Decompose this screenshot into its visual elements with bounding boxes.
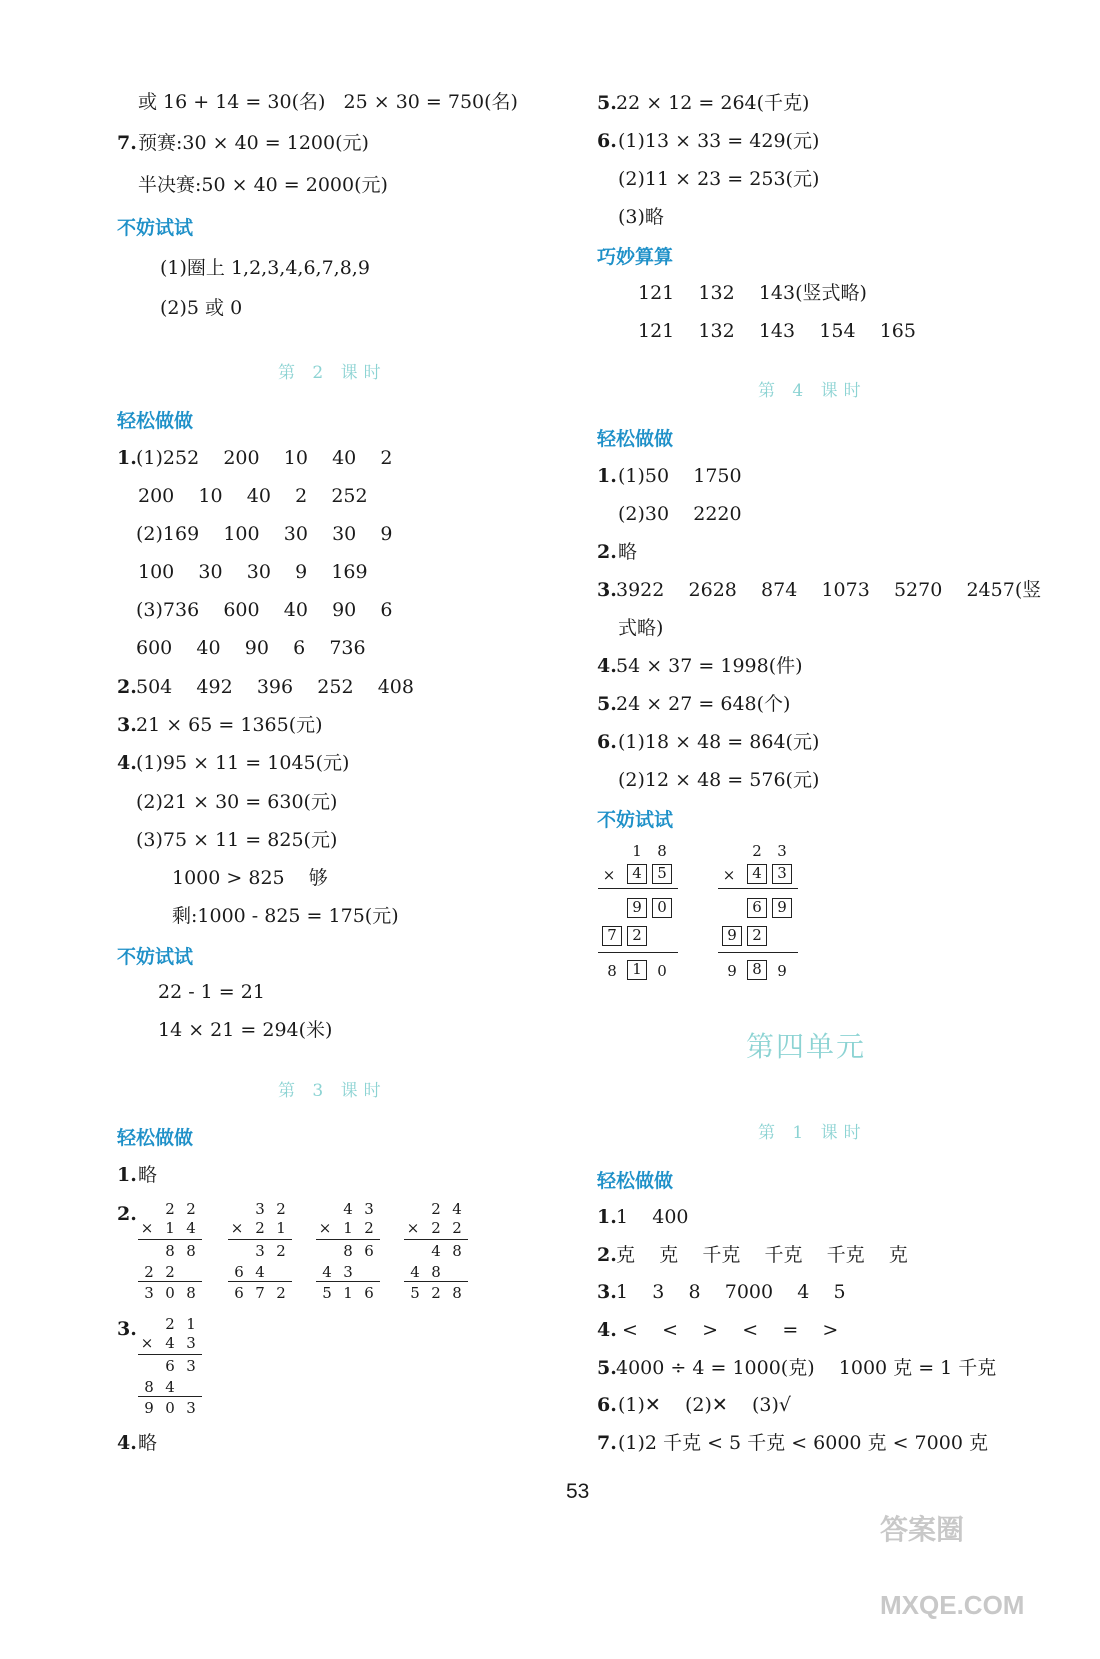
calc-digit: 6 <box>364 1242 374 1260</box>
puzzle-digit: 9 <box>727 962 737 980</box>
section-heading-try: 不妨试试 <box>597 809 674 831</box>
answer-box: 3 <box>772 864 792 884</box>
answer-box: 9 <box>627 898 647 918</box>
item-number: 4. <box>597 655 617 677</box>
line-l16: (3)75 × 11 = 825(元) <box>136 829 338 851</box>
calc-digit: 0 <box>165 1399 175 1417</box>
calc-rule <box>228 1239 292 1240</box>
answer-box: 4 <box>747 864 767 884</box>
line-r14: (1)18 × 48 = 864(元) <box>618 731 820 753</box>
calc-rule <box>404 1239 468 1240</box>
item-number: 1. <box>117 1164 137 1186</box>
line-l06: (1)252 200 10 40 2 <box>136 447 393 469</box>
calc-rule <box>404 1281 468 1282</box>
item-number: 6. <box>597 731 617 753</box>
puzzle-rule <box>598 888 678 889</box>
calc-digit: 6 <box>165 1357 175 1375</box>
calc-digit: 1 <box>186 1315 196 1333</box>
line-l01: 或 16 + 14 = 30(名) 25 × 30 = 750(名) <box>138 91 518 113</box>
line-r04: (3)略 <box>618 206 664 228</box>
line-l18: 剩:1000 - 825 = 175(元) <box>172 905 399 927</box>
times-sign: × <box>602 866 616 884</box>
calc-digit: 4 <box>186 1219 196 1237</box>
line-r17: 克 克 千克 千克 千克 克 <box>616 1244 908 1266</box>
calc-digit: 2 <box>276 1200 286 1218</box>
times-sign: × <box>722 866 736 884</box>
calc-digit: 8 <box>165 1242 175 1260</box>
item-number: 1. <box>117 447 137 469</box>
calc-digit: 2 <box>364 1219 374 1237</box>
calc-rule <box>316 1281 380 1282</box>
calc-digit: 8 <box>186 1242 196 1260</box>
times-sign: × <box>406 1219 420 1237</box>
calc-digit: 3 <box>255 1242 265 1260</box>
item-number: 6. <box>597 1394 617 1416</box>
answer-box: 7 <box>602 926 622 946</box>
line-r03: (2)11 × 23 = 253(元) <box>618 168 820 190</box>
puzzle-rule <box>718 952 798 953</box>
calc-rule <box>138 1354 202 1355</box>
section-heading-try: 不妨试试 <box>117 217 194 239</box>
times-sign: × <box>140 1219 154 1237</box>
watermark-logo: 答案圈 <box>880 1514 965 1545</box>
calc-digit: 4 <box>165 1334 175 1352</box>
calc-rule <box>138 1396 202 1397</box>
item-number: 6. <box>597 130 617 152</box>
line-r16: 1 400 <box>616 1206 689 1228</box>
item-number: 2. <box>117 1203 137 1225</box>
item-number: 3. <box>597 1281 617 1303</box>
line-r06: 121 132 143 154 165 <box>638 320 916 342</box>
line-l03: 半决赛:50 × 40 = 2000(元) <box>138 174 388 196</box>
puzzle-digit: 8 <box>607 962 617 980</box>
puzzle-digit: 2 <box>752 842 762 860</box>
calc-digit: 6 <box>234 1263 244 1281</box>
item-number: 2. <box>117 676 137 698</box>
section-heading-easy: 轻松做做 <box>117 1127 194 1149</box>
answer-box: 6 <box>747 898 767 918</box>
calc-digit: 0 <box>165 1284 175 1302</box>
answer-box: 4 <box>627 864 647 884</box>
item-number: 3. <box>117 714 137 736</box>
calc-digit: 4 <box>452 1200 462 1218</box>
line-l13: 21 × 65 = 1365(元) <box>136 714 323 736</box>
calc-digit: 8 <box>144 1378 154 1396</box>
item-number: 3. <box>597 579 617 601</box>
line-r12: 54 × 37 = 1998(件) <box>616 655 803 677</box>
lesson-title-2: 第 2 课时 <box>278 363 387 383</box>
puzzle-digit: 9 <box>777 962 787 980</box>
calc-digit: 3 <box>186 1357 196 1375</box>
calc-digit: 2 <box>255 1219 265 1237</box>
line-l19: 22 - 1 = 21 <box>158 981 265 1003</box>
line-l20: 14 × 21 = 294(米) <box>158 1019 333 1041</box>
times-sign: × <box>140 1334 154 1352</box>
line-r20: 4000 ÷ 4 = 1000(克) 1000 克 = 1 千克 <box>616 1357 997 1379</box>
calc-digit: 2 <box>186 1200 196 1218</box>
calc-digit: 2 <box>452 1219 462 1237</box>
line-l24: 略 <box>138 1432 158 1454</box>
line-r22: (1)2 千克 < 5 千克 < 6000 克 < 7000 克 <box>618 1432 988 1454</box>
line-l07: 200 10 40 2 252 <box>138 485 368 507</box>
calc-rule <box>316 1239 380 1240</box>
line-r01: 22 × 12 = 264(千克) <box>616 92 810 114</box>
puzzle-digit: 3 <box>777 842 787 860</box>
line-l05: (2)5 或 0 <box>160 297 243 319</box>
calc-rule <box>228 1281 292 1282</box>
item-number: 1. <box>597 465 617 487</box>
calc-digit: 7 <box>255 1284 265 1302</box>
item-number: 4. <box>117 1432 137 1454</box>
line-l12: 504 492 396 252 408 <box>136 676 414 698</box>
item-number: 1. <box>597 1206 617 1228</box>
line-r02: (1)13 × 33 = 429(元) <box>618 130 820 152</box>
answer-box: 2 <box>627 926 647 946</box>
lesson-title-1: 第 1 课时 <box>758 1123 867 1143</box>
line-r09: 略 <box>618 541 638 563</box>
calc-digit: 5 <box>322 1284 332 1302</box>
puzzle-rule <box>718 888 798 889</box>
calc-digit: 1 <box>343 1284 353 1302</box>
calc-digit: 8 <box>452 1242 462 1260</box>
puzzle-digit: 0 <box>657 962 667 980</box>
calc-digit: 5 <box>410 1284 420 1302</box>
calc-digit: 6 <box>234 1284 244 1302</box>
times-sign: × <box>318 1219 332 1237</box>
line-r08: (2)30 2220 <box>618 503 742 525</box>
lesson-title-4: 第 4 课时 <box>758 381 867 401</box>
section-heading-easy: 轻松做做 <box>597 1170 674 1192</box>
item-number: 4. <box>597 1319 617 1341</box>
answer-box: 0 <box>652 898 672 918</box>
answer-box: 9 <box>722 926 742 946</box>
answer-box: 5 <box>652 864 672 884</box>
unit-title: 第四单元 <box>746 1030 867 1063</box>
puzzle-digit: 8 <box>657 842 667 860</box>
line-l09: 100 30 30 9 169 <box>138 561 368 583</box>
line-r05: 121 132 143(竖式略) <box>638 282 867 304</box>
item-number: 5. <box>597 1357 617 1379</box>
section-heading-easy: 轻松做做 <box>597 428 674 450</box>
line-l21: 略 <box>138 1164 158 1186</box>
answer-box: 8 <box>747 960 767 980</box>
line-r11: 式略) <box>618 617 664 639</box>
line-r13: 24 × 27 = 648(个) <box>616 693 791 715</box>
calc-digit: 6 <box>364 1284 374 1302</box>
calc-rule <box>138 1281 202 1282</box>
calc-digit: 1 <box>343 1219 353 1237</box>
line-l11: 600 40 90 6 736 <box>136 637 366 659</box>
item-number: 4. <box>117 752 137 774</box>
calc-digit: 3 <box>343 1263 353 1281</box>
calc-digit: 4 <box>343 1200 353 1218</box>
item-number: 7. <box>597 1432 617 1454</box>
answer-box: 2 <box>747 926 767 946</box>
calc-digit: 1 <box>165 1219 175 1237</box>
calc-digit: 3 <box>186 1334 196 1352</box>
item-number: 2. <box>597 541 617 563</box>
item-number: 7. <box>117 132 137 154</box>
calc-digit: 8 <box>452 1284 462 1302</box>
line-r18: 1 3 8 7000 4 5 <box>616 1281 846 1303</box>
line-l08: (2)169 100 30 30 9 <box>136 523 393 545</box>
puzzle-rule <box>598 952 678 953</box>
item-number: 2. <box>597 1244 617 1266</box>
calc-digit: 1 <box>276 1219 286 1237</box>
calc-digit: 8 <box>431 1263 441 1281</box>
calc-digit: 2 <box>165 1263 175 1281</box>
line-l15: (2)21 × 30 = 630(元) <box>136 791 338 813</box>
section-heading-easy: 轻松做做 <box>117 410 194 432</box>
line-l02: 预赛:30 × 40 = 1200(元) <box>138 132 369 154</box>
line-r19: < < > < = > <box>622 1319 839 1341</box>
line-r10: 3922 2628 874 1073 5270 2457(竖 <box>616 579 1042 601</box>
section-heading-smart: 巧妙算算 <box>597 246 674 268</box>
calc-digit: 3 <box>255 1200 265 1218</box>
calc-digit: 4 <box>322 1263 332 1281</box>
calc-digit: 2 <box>165 1200 175 1218</box>
calc-digit: 2 <box>144 1263 154 1281</box>
line-l10: (3)736 600 40 90 6 <box>136 599 393 621</box>
calc-digit: 2 <box>165 1315 175 1333</box>
calc-digit: 3 <box>364 1200 374 1218</box>
answer-box: 9 <box>772 898 792 918</box>
calc-digit: 4 <box>165 1378 175 1396</box>
line-l17: 1000 > 825 够 <box>172 867 328 889</box>
line-r07: (1)50 1750 <box>618 465 742 487</box>
page-number: 53 <box>566 1480 590 1503</box>
item-number: 5. <box>597 92 617 114</box>
calc-digit: 2 <box>276 1284 286 1302</box>
section-heading-try: 不妨试试 <box>117 946 194 968</box>
calc-digit: 4 <box>431 1242 441 1260</box>
calc-digit: 3 <box>186 1399 196 1417</box>
line-r21: (1)✕ (2)✕ (3)√ <box>618 1394 792 1416</box>
line-r15: (2)12 × 48 = 576(元) <box>618 769 820 791</box>
calc-digit: 9 <box>144 1399 154 1417</box>
calc-digit: 3 <box>144 1284 154 1302</box>
calc-digit: 2 <box>431 1219 441 1237</box>
calc-digit: 8 <box>186 1284 196 1302</box>
calc-digit: 2 <box>431 1200 441 1218</box>
line-l14: (1)95 × 11 = 1045(元) <box>136 752 350 774</box>
answer-box: 1 <box>627 960 647 980</box>
calc-digit: 8 <box>343 1242 353 1260</box>
calc-digit: 2 <box>431 1284 441 1302</box>
watermark-text: MXQE.COM <box>880 1590 1025 1620</box>
calc-digit: 2 <box>276 1242 286 1260</box>
puzzle-digit: 1 <box>632 842 642 860</box>
item-number: 5. <box>597 693 617 715</box>
line-l04: (1)圈上 1,2,3,4,6,7,8,9 <box>160 257 370 279</box>
calc-rule <box>138 1239 202 1240</box>
calc-digit: 4 <box>410 1263 420 1281</box>
lesson-title-3: 第 3 课时 <box>278 1081 387 1101</box>
item-number: 3. <box>117 1318 137 1340</box>
times-sign: × <box>230 1219 244 1237</box>
calc-digit: 4 <box>255 1263 265 1281</box>
